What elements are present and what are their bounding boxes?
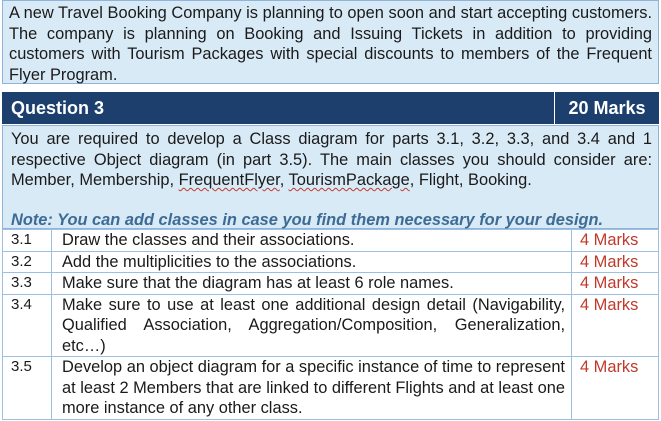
part-number: 3.3 (3, 273, 52, 295)
table-row (3, 273, 659, 295)
parts-table (2, 229, 659, 420)
question-description-panel (2, 125, 659, 229)
question-title: Question 3 (11, 97, 105, 118)
question-total-marks: 20 Marks (554, 92, 659, 124)
description-sep: , (279, 171, 289, 189)
part-text: Make sure that the diagram has at least 6 role names. (52, 273, 572, 295)
table-row (3, 230, 659, 252)
part-marks: 4 Marks (572, 251, 659, 273)
part-number: 3.4 (3, 294, 52, 357)
part-text: Make sure to use at least one additional design detail (Navigability, Qualified Association, Aggregation/Composition, Generalization, etc…) (52, 294, 572, 357)
part-number: 3.1 (3, 230, 52, 252)
table-row (3, 357, 659, 420)
intro-text: A new Travel Booking Company is planning to open soon and start accepting customers. The company is planning on Booking and Issuing Tickets in addition to providing customers with Tourism Packages with special discounts to members of the Frequent Flyer Program. (9, 4, 652, 84)
design-note: Note: You can add classes in case you find them necessary for your design. (11, 211, 604, 229)
part-marks: 4 Marks (572, 230, 659, 252)
part-text: Draw the classes and their associations. (52, 230, 572, 252)
part-text: Add the multiplicities to the associations. (52, 251, 572, 273)
table-row (3, 251, 659, 273)
description-text-1: You are required to develop a Class diagram for parts 3.1, 3.2, 3.3, and 3.4 and 1 respective Object diagram (in part 3.5). The main classes you should consider are: Member, Membership, (11, 130, 652, 189)
part-marks: 4 Marks (572, 357, 659, 420)
part-marks: 4 Marks (572, 273, 659, 295)
part-marks: 4 Marks (572, 294, 659, 357)
part-text: Develop an object diagram for a specific instance of time to represent at least 2 Members that are linked to different Flights and at least one more instance of any other class. (52, 357, 572, 420)
term-tourism-package: TourismPackage (288, 171, 410, 189)
question-description (11, 129, 652, 191)
table-row (3, 294, 659, 357)
part-number: 3.2 (3, 251, 52, 273)
term-frequent-flyer: FrequentFlyer (178, 171, 280, 189)
question-header (2, 92, 659, 124)
description-text-2: , Flight, Booking. (409, 171, 532, 189)
part-number: 3.5 (3, 357, 52, 420)
intro-panel (2, 0, 659, 84)
